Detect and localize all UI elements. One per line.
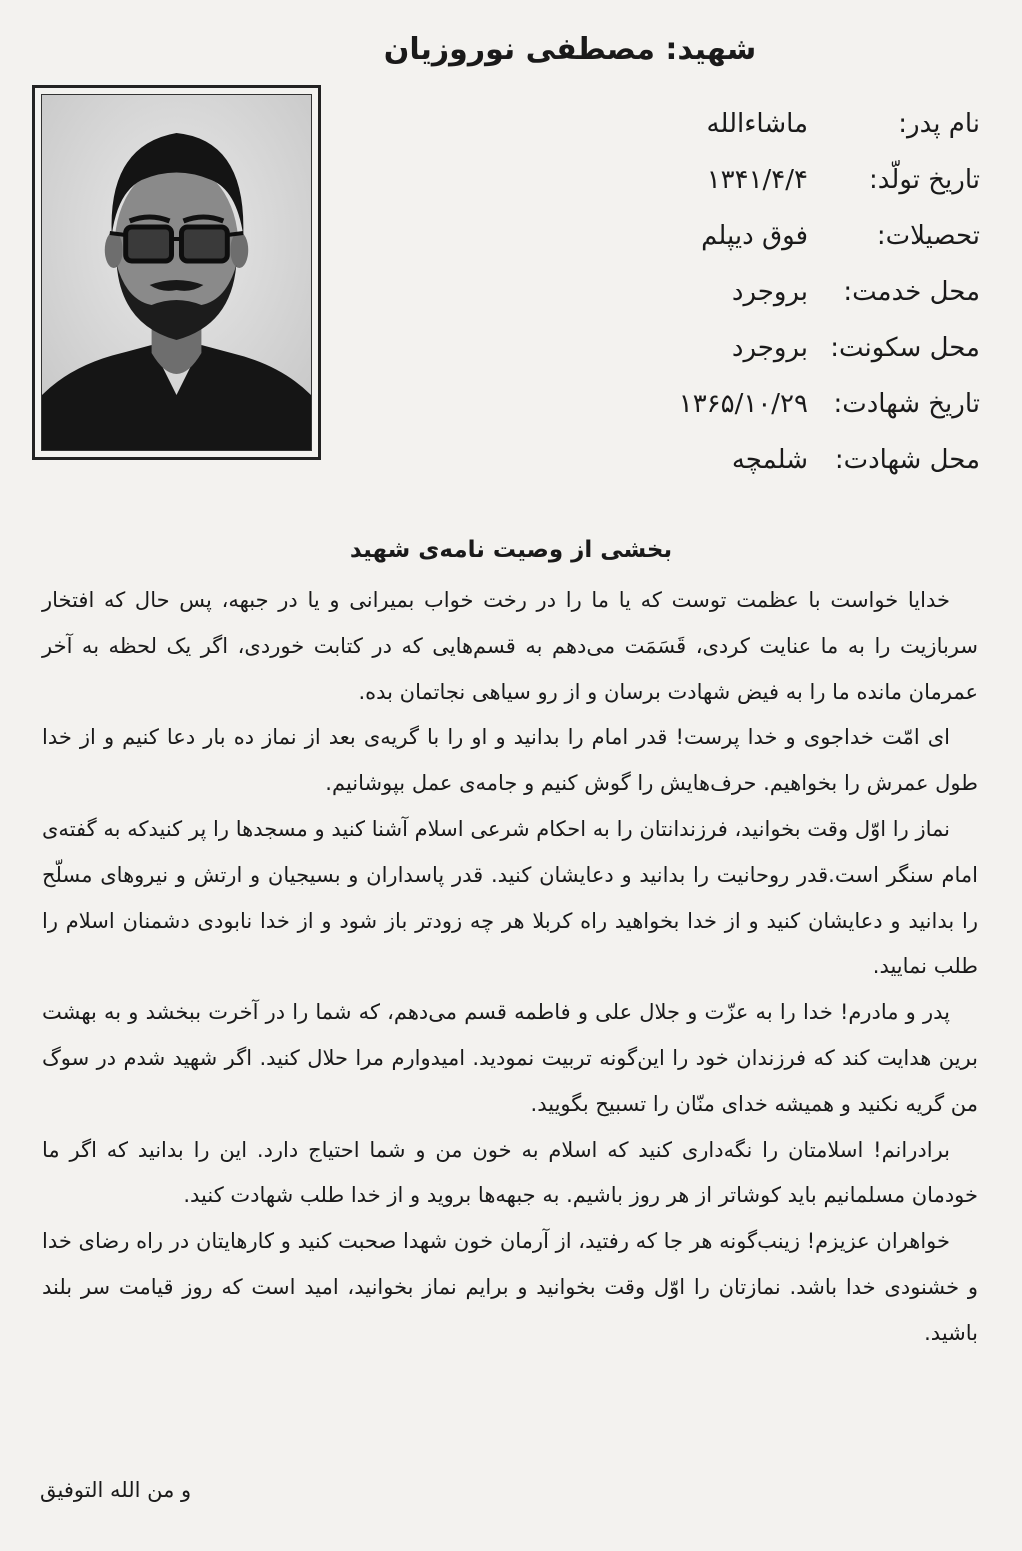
closing-phrase: و من الله التوفیق bbox=[40, 1478, 192, 1502]
info-label: محل سکونت: bbox=[830, 333, 980, 363]
info-row-birth-date bbox=[520, 152, 980, 208]
will-paragraph: پدر و مادرم! خدا را به عزّت و جلال علی و فاطمه قسم می‌دهم، که شما را در آخرت ببخشد و به بهشت برین هدایت کند که فرزندان خود را این‌گونه تربیت نمودید. امیدوارم مرا حلال کنید. اگر شهید شدم در سوگ من گریه نکنید و همیشه خدای منّان را تسبیح بگویید. bbox=[42, 1000, 978, 1116]
info-label: تحصیلات: bbox=[876, 221, 980, 251]
will-paragraph: نماز را اوّل وقت بخوانید، فرزندانتان را به احکام شرعی اسلام آشنا کنید و مسجدها را پر کنیدکه به گفته‌ی امام سنگر است.قدر روحانیت را بدانید و دعایشان کنید. قدر پاسداران و بسیجیان و ارتش و نیروهای مسلّح را بدانید و دعایشان کنید و از خدا بخواهید راه کربلا هر چه زودتر باز شود و از خدا نابودی دشمنان اسلام را طلب نمایید. bbox=[42, 816, 978, 979]
info-row-martyrdom-date bbox=[520, 376, 980, 432]
portrait-image bbox=[42, 95, 311, 450]
martyr-info-table bbox=[520, 96, 980, 488]
info-row-residence bbox=[520, 320, 980, 376]
will-paragraph: ای امّت خداجوی و خدا پرست! قدر امام را بدانید و او را با گریه‌ی بعد از نماز ده بار دعا کنیم و از خدا طول عمرش را بخواهیم. حرف‌هایش را گوش کنیم و جامه‌ی عمل بپوشانیم. bbox=[42, 725, 978, 796]
will-section-title: بخشی از وصیت نامه‌ی شهید bbox=[349, 537, 673, 563]
info-label: محل شهادت: bbox=[834, 445, 980, 475]
info-row-service-place bbox=[520, 264, 980, 320]
info-row-martyrdom-place bbox=[520, 432, 980, 488]
info-value: ۱۳۶۵/۱۰/۲۹ bbox=[678, 389, 808, 419]
info-value: بروجرد bbox=[731, 333, 808, 363]
info-row-father-name bbox=[520, 96, 980, 152]
will-paragraph: خواهران عزیزم! زینب‌گونه هر جا که رفتید، از آرمان خون شهدا صحبت کنید و کارهایتان در راه رضای خدا و خشنودی خدا باشد. نمازتان را اوّل وقت بخوانید و برایم نماز بخوانید، امید است که روز قیامت سر بلند باشید. bbox=[42, 1229, 978, 1345]
info-value: بروجرد bbox=[731, 277, 808, 307]
info-label: محل خدمت: bbox=[843, 277, 980, 307]
page-title: شهید: مصطفی نوروزیان bbox=[383, 32, 757, 67]
will-paragraph: خدایا خواست با عظمت توست که یا ما را در رخت خواب بمیرانی و یا در جبهه، پس حال که افتخار سربازیت را به ما عنایت کردی، قَسَمَت می‌دهم به قسم‌هایی که در کتابت خوردی، اگر یک لحظه به آخر عمرمان مانده ما را به فیض شهادت برسان و از رو سیاهی نجاتمان بده. bbox=[42, 588, 978, 704]
info-value: فوق دیپلم bbox=[701, 221, 808, 251]
info-value: ماشاءالله bbox=[706, 109, 808, 139]
info-value: ۱۳۴۱/۴/۴ bbox=[706, 165, 808, 195]
info-row-education bbox=[520, 208, 980, 264]
portrait-photo bbox=[41, 94, 312, 451]
will-body bbox=[42, 578, 978, 1357]
info-value: شلمچه bbox=[731, 445, 808, 475]
martyr-portrait bbox=[32, 85, 321, 460]
info-label: تاریخ شهادت: bbox=[833, 389, 980, 419]
will-paragraph: برادرانم! اسلامتان را نگه‌داری کنید که اسلام به خون من و شما احتیاج دارد. این را بدانید که اگر ما خودمان مسلمانیم باید کوشاتر از هر روز باشیم. به جبهه‌ها بروید و از خدا طلب شهادت کنید. bbox=[42, 1137, 978, 1208]
info-label: نام پدر: bbox=[898, 109, 980, 139]
info-label: تاریخ تولّد: bbox=[869, 165, 980, 195]
